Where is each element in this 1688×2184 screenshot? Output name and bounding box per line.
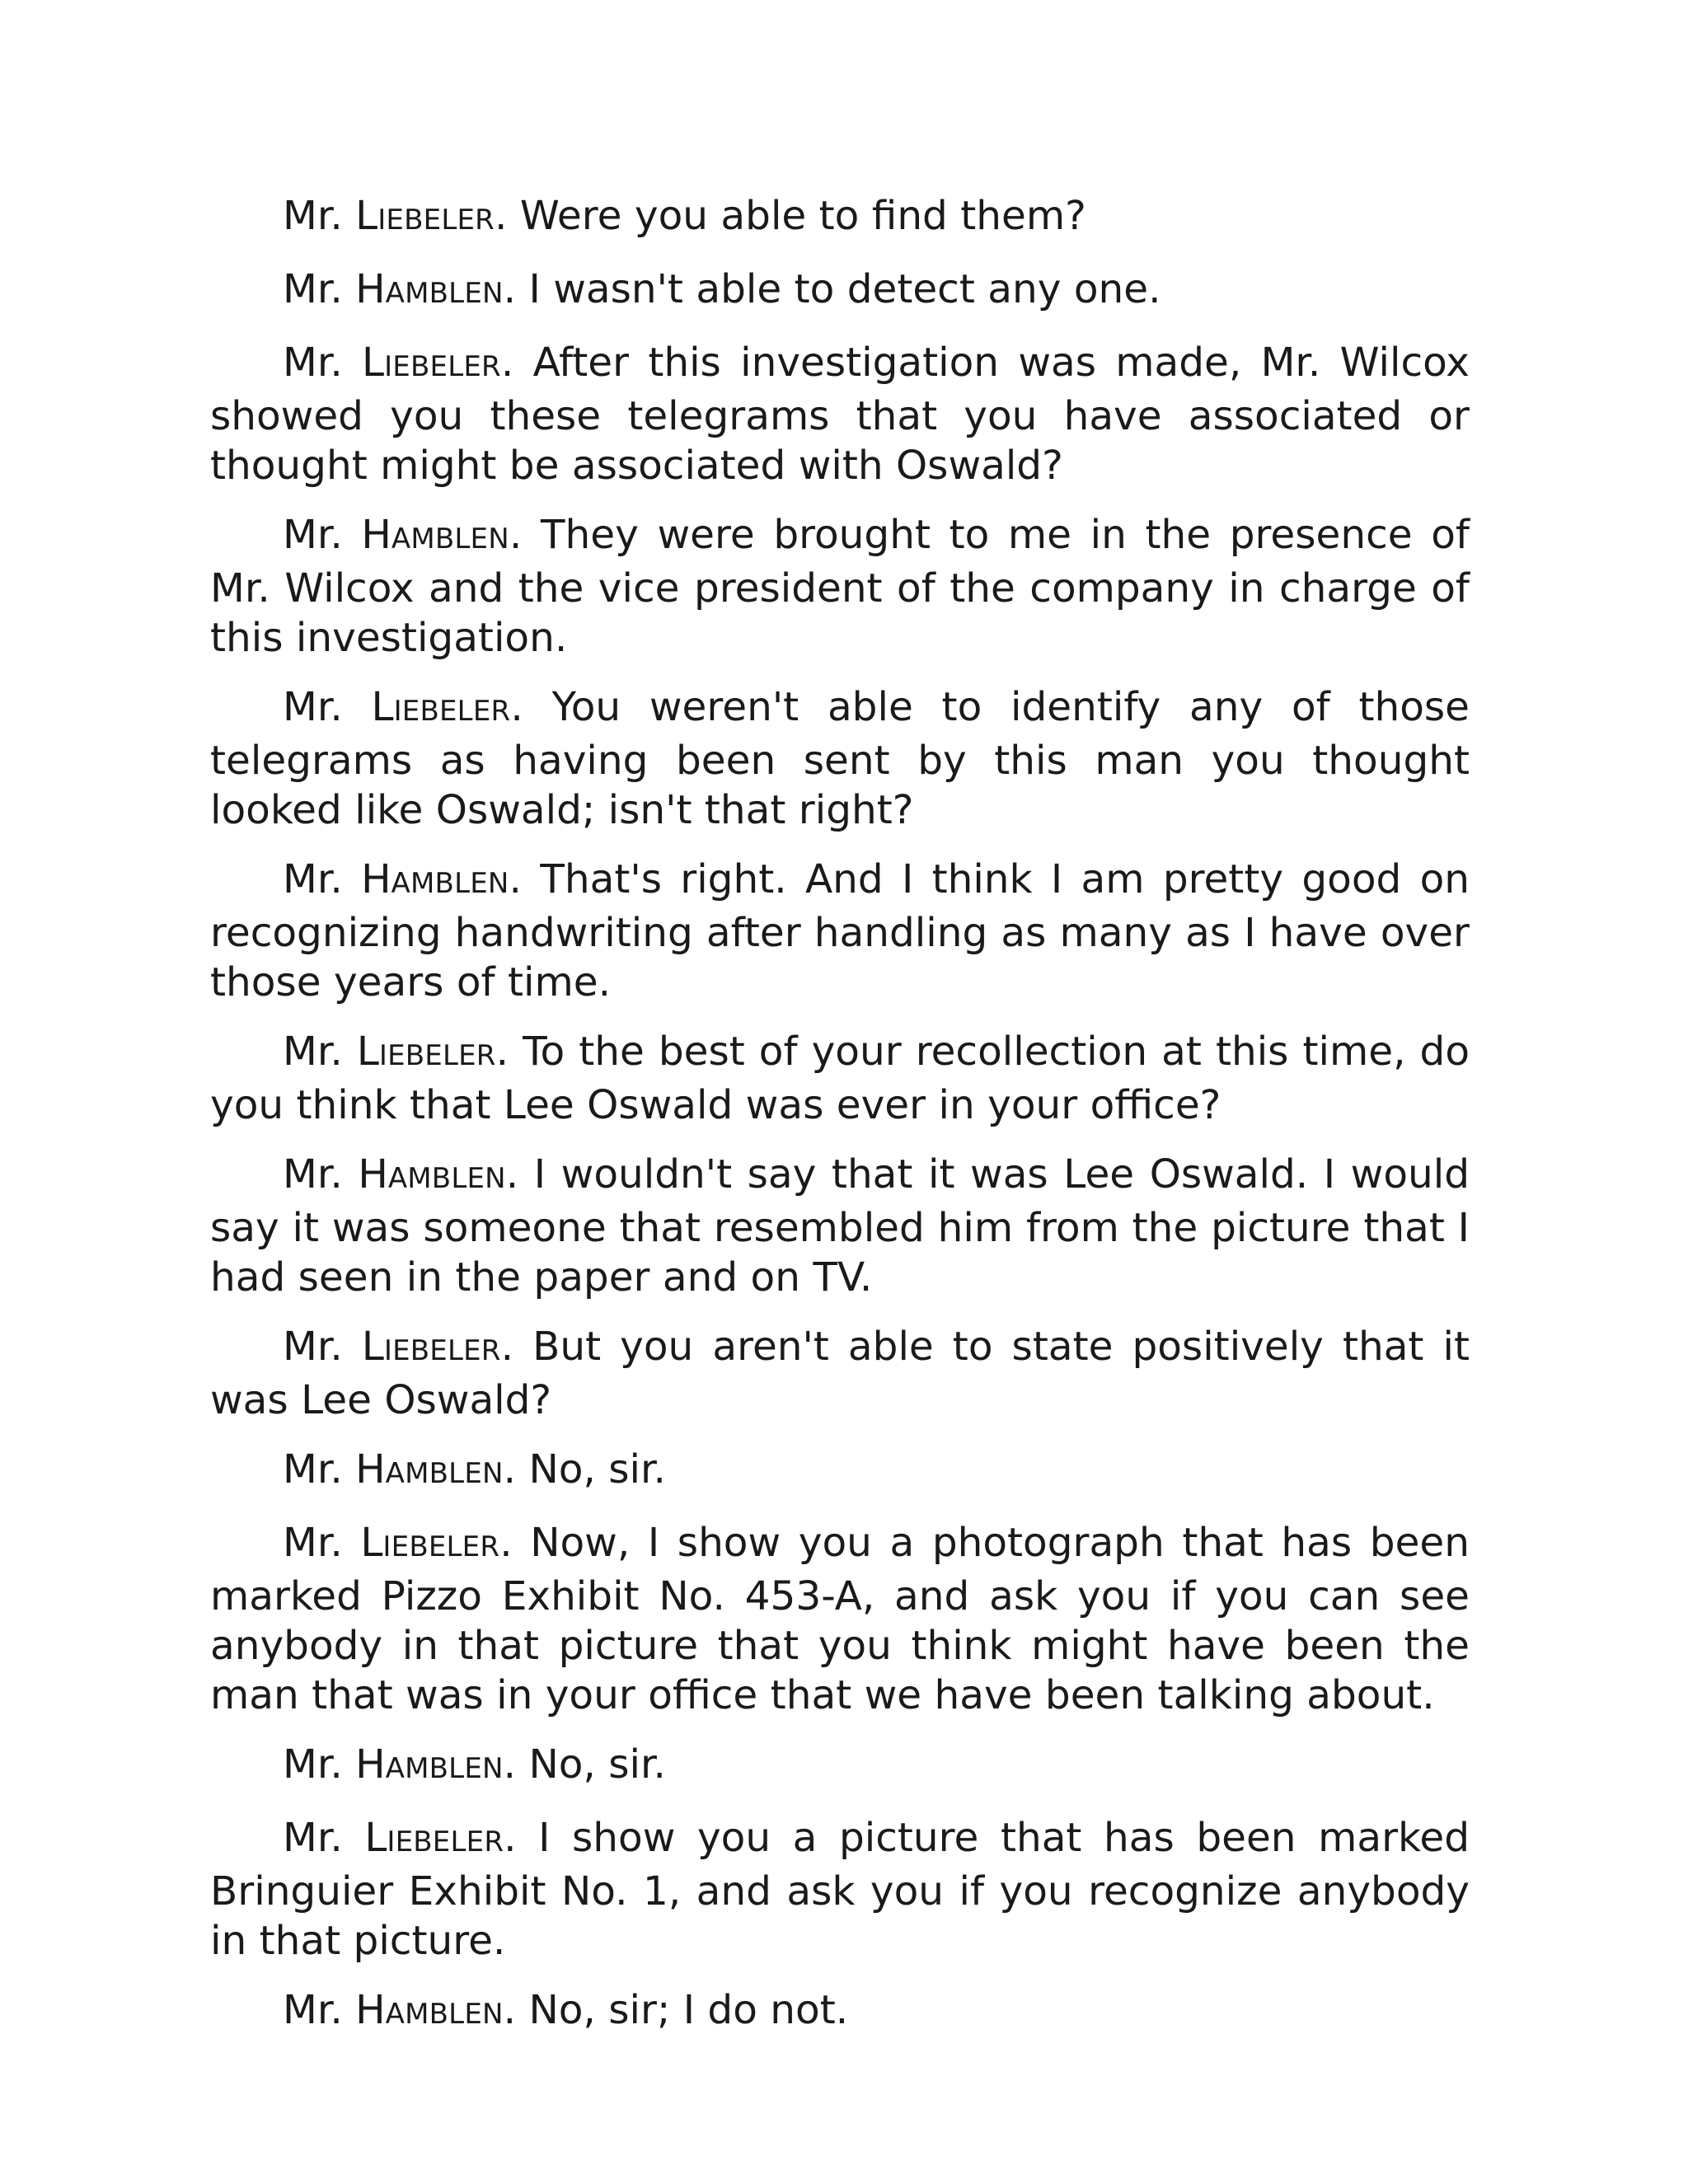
paragraph-text: . After this investigation was made, Mr. Wilcox showed you these telegrams that you have associated or thought might be associated with Oswald? bbox=[210, 340, 1470, 489]
transcript-paragraph bbox=[210, 1445, 1470, 1498]
paragraph-text: . No, sir. bbox=[503, 1446, 666, 1493]
paragraph-text: . Were you able to find them? bbox=[494, 193, 1086, 239]
transcript-page bbox=[210, 191, 1470, 2059]
transcript-paragraph bbox=[210, 1150, 1470, 1302]
speaker-name: Mr. LIEBELER bbox=[283, 340, 501, 386]
transcript-paragraph bbox=[210, 1740, 1470, 1793]
paragraph-text: . But you aren't able to state positively that it was Lee Oswald? bbox=[210, 1324, 1470, 1423]
paragraph-text: . You weren't able to identify any of those telegrams as having been sent by this man you thought looked like Oswald; isn't that right? bbox=[210, 684, 1470, 833]
transcript-paragraph bbox=[210, 1518, 1470, 1720]
speaker-name: Mr. LIEBELER bbox=[283, 1815, 504, 1861]
paragraph-text: . No, sir; I do not. bbox=[503, 1987, 849, 2033]
paragraph-text: . No, sir. bbox=[503, 1741, 666, 1788]
transcript-paragraph bbox=[210, 510, 1470, 663]
transcript-paragraph bbox=[210, 265, 1470, 318]
transcript-paragraph bbox=[210, 1985, 1470, 2039]
transcript-paragraph bbox=[210, 682, 1470, 835]
paragraph-text: . I wouldn't say that it was Lee Oswald. I would say it was someone that resembled him from the picture that I had seen in the paper and on TV. bbox=[210, 1151, 1470, 1301]
transcript-paragraph bbox=[210, 855, 1470, 1007]
paragraph-text: . They were brought to me in the presence of Mr. Wilcox and the vice president of the company in charge of this investigation. bbox=[210, 512, 1470, 661]
speaker-name: Mr. HAMBLEN bbox=[283, 266, 504, 312]
transcript-paragraph bbox=[210, 1813, 1470, 1966]
transcript-paragraph bbox=[210, 1322, 1470, 1425]
speaker-name: Mr. HAMBLEN bbox=[283, 1741, 504, 1788]
speaker-name: Mr. HAMBLEN bbox=[283, 1446, 504, 1493]
speaker-name: Mr. HAMBLEN bbox=[283, 1151, 506, 1197]
paragraph-text: . To the best of your recollection at this time, do you think that Lee Oswald was ever in your office? bbox=[210, 1029, 1470, 1128]
paragraph-text: . Now, I show you a photograph that has been marked Pizzo Exhibit No. 453-A, and ask you if you can see anybody in that picture that you think might have been the man that was in your office that we have been talking about. bbox=[210, 1520, 1470, 1718]
speaker-name: Mr. LIEBELER bbox=[283, 193, 495, 239]
speaker-name: Mr. LIEBELER bbox=[283, 1520, 500, 1566]
speaker-name: Mr. HAMBLEN bbox=[283, 1987, 504, 2033]
paragraph-text: . I show you a picture that has been marked Bringuier Exhibit No. 1, and ask you if you recognize anybody in that picture. bbox=[210, 1815, 1470, 1964]
speaker-name: Mr. HAMBLEN bbox=[283, 856, 509, 902]
speaker-name: Mr. HAMBLEN bbox=[283, 512, 509, 558]
transcript-paragraph bbox=[210, 1027, 1470, 1130]
paragraph-text: . That's right. And I think I am pretty good on recognizing handwriting after handling as many as I have over those years of time. bbox=[210, 856, 1470, 1005]
speaker-name: Mr. LIEBELER bbox=[283, 1029, 496, 1075]
transcript-paragraph bbox=[210, 338, 1470, 490]
speaker-name: Mr. LIEBELER bbox=[283, 684, 511, 730]
paragraph-text: . I wasn't able to detect any one. bbox=[503, 266, 1161, 312]
transcript-paragraph bbox=[210, 191, 1470, 245]
speaker-name: Mr. LIEBELER bbox=[283, 1324, 501, 1370]
